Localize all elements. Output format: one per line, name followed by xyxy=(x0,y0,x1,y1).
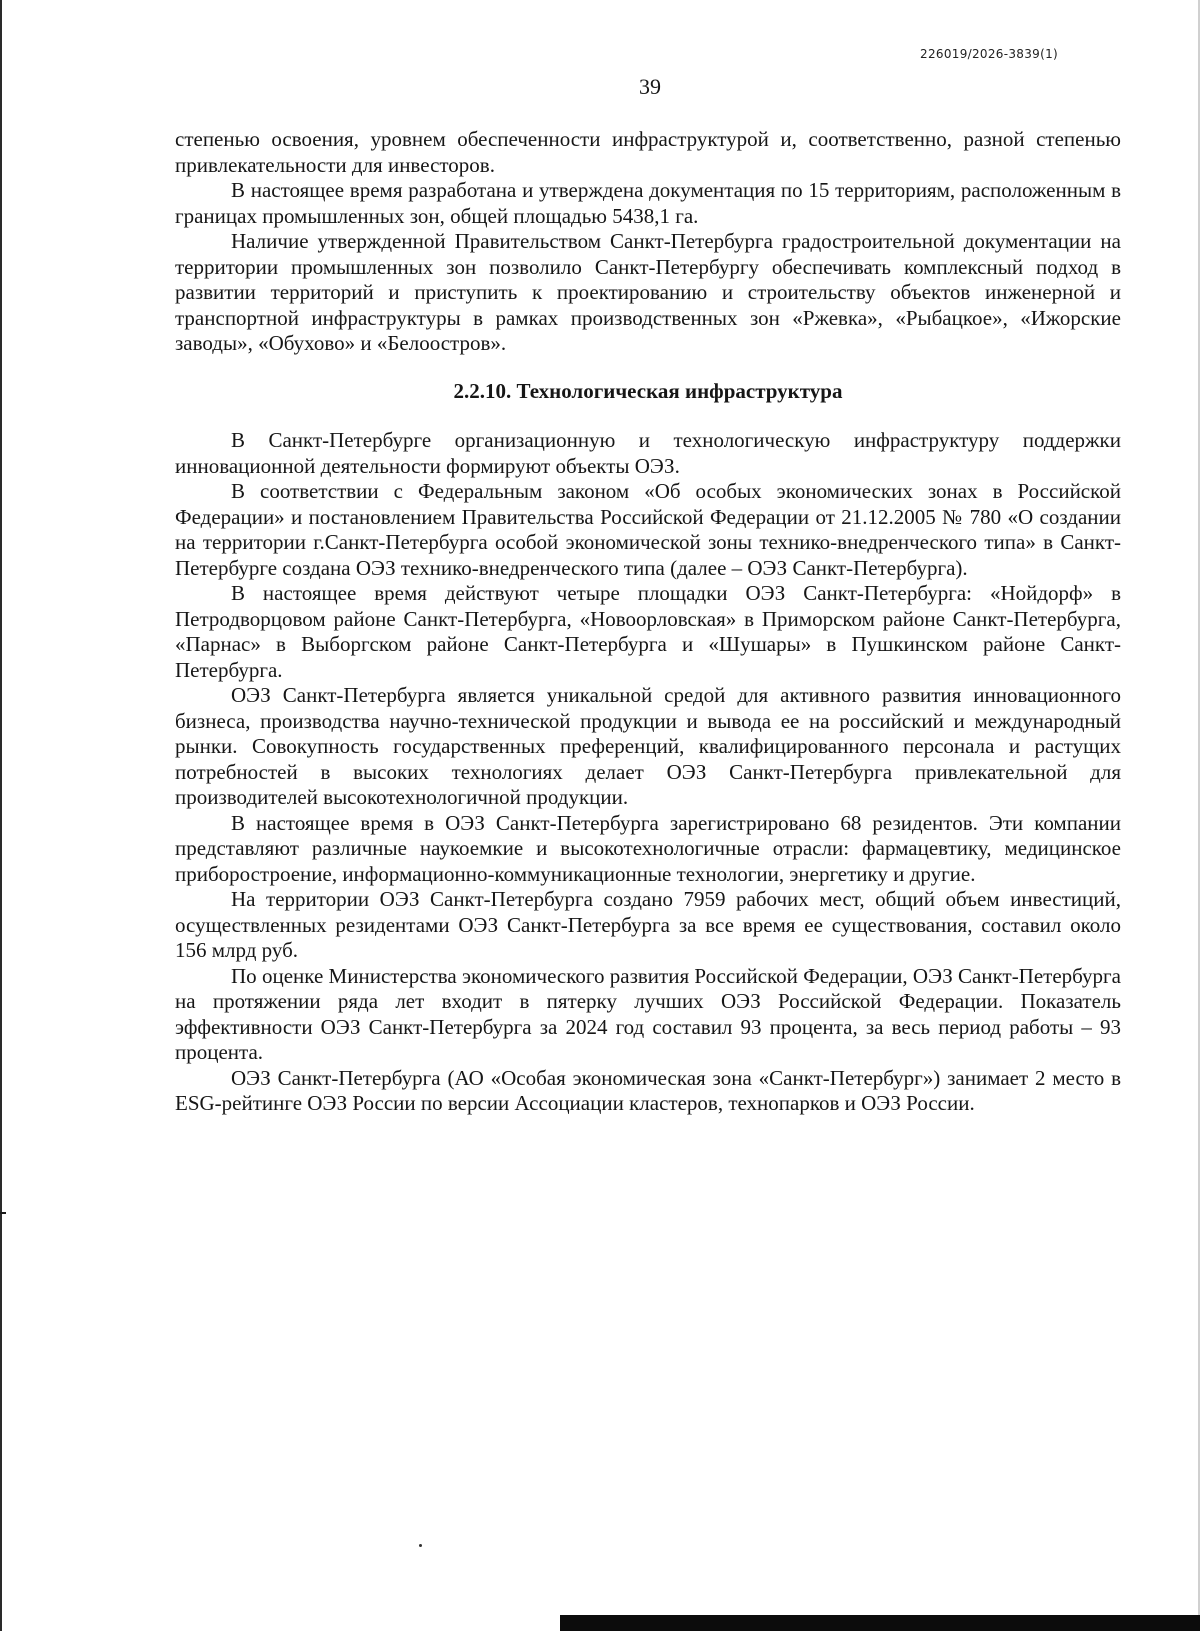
section-heading: 2.2.10. Технологическая инфраструктура xyxy=(453,378,843,403)
paragraph: В настоящее время в ОЭЗ Санкт-Петербурга зарегистрировано 68 резидентов. Эти компании представляют различные наукоемкие и высокотехнологичные отрасли: фармацевтику, медицинское приборостроение, информационно-коммуникационные технологии, энергетику и другие. xyxy=(175,810,1121,886)
paragraph: В Санкт-Петербурге организационную и технологическую инфраструктуру поддержки инновационной деятельности формируют объекты ОЭЗ. xyxy=(175,428,1121,478)
scan-edge-left xyxy=(0,0,2,1631)
paragraph: Наличие утвержденной Правительством Санкт-Петербурга градостроительной документации на территории промышленных зон позволило Санкт-Петербургу обеспечивать комплексный подход в развитии территорий и приступить к проектированию и строительству объектов инженерной и транспортной инфраструктуры в рамках производственных зон «Ржевка», «Рыбацкое», «Ижорские заводы», «Обухово» и «Белоостров». xyxy=(175,229,1121,355)
document-number: 226019/2026-3839(1) xyxy=(920,47,1058,61)
scan-edge-bottom xyxy=(560,1615,1200,1631)
paragraph: На территории ОЭЗ Санкт-Петербурга создано 7959 рабочих мест, общий объем инвестиций, осуществленных резидентами ОЭЗ Санкт-Петербурга за все время ее существования, составил около 156 млрд руб. xyxy=(175,887,1121,962)
paragraph: В настоящее время разработана и утверждена документация по 15 территориям, расположенным в границах промышленных зон, общей площадью 5438,1 га. xyxy=(175,178,1121,228)
paragraph: По оценке Министерства экономического развития Российской Федерации, ОЭЗ Санкт-Петербурга на протяжении ряда лет входит в пятерку лучших ОЭЗ Российской Федерации. Показатель эффективности ОЭЗ Санкт-Петербурга за 2024 год составил 93 процента, за весь период работы – 93 процента. xyxy=(175,963,1121,1064)
paragraph: ОЭЗ Санкт-Петербурга (АО «Особая экономическая зона «Санкт-Петербург») занимает 2 место в ESG-рейтинге ОЭЗ России по версии Ассоциации кластеров, технопарков и ОЭЗ России. xyxy=(175,1065,1121,1115)
document-body xyxy=(175,127,1121,1117)
paragraph: В соответствии с Федеральным законом «Об особых экономических зонах в Российской Федерации» и постановлением Правительства Российской Федерации от 21.12.2005 № 780 «О создании на территории г.Санкт-Петербурга особой экономической зоны технико-внедренческого типа» в Санкт-Петербурге создана ОЭЗ технико-внедренческого типа (далее – ОЭЗ Санкт-Петербурга). xyxy=(175,479,1121,580)
paragraph: ОЭЗ Санкт-Петербурга является уникальной средой для активного развития инновационного бизнеса, производства научно-технической продукции и вывода ее на российский и международный рынки. Совокупность государственных преференций, квалифицированного персонала и растущих потребностей в высоких технологиях делает ОЭЗ Санкт-Петербурга привлекательной для производителей высокотехнологичной продукции. xyxy=(175,683,1121,809)
page-number: 39 xyxy=(639,74,661,99)
paragraph: степенью освоения, уровнем обеспеченности инфраструктурой и, соответственно, разной степенью привлекательности для инвесторов. xyxy=(175,127,1121,177)
paragraph: В настоящее время действуют четыре площадки ОЭЗ Санкт-Петербурга: «Нойдорф» в Петродворцовом районе Санкт-Петербурга, «Новоорловская» в Приморском районе Санкт-Петербурга, «Парнас» в Выборгском районе Санкт-Петербурга и «Шушары» в Пушкинском районе Санкт-Петербурга. xyxy=(175,581,1121,682)
scan-mark xyxy=(0,1212,6,1214)
scan-speck xyxy=(419,1544,422,1547)
